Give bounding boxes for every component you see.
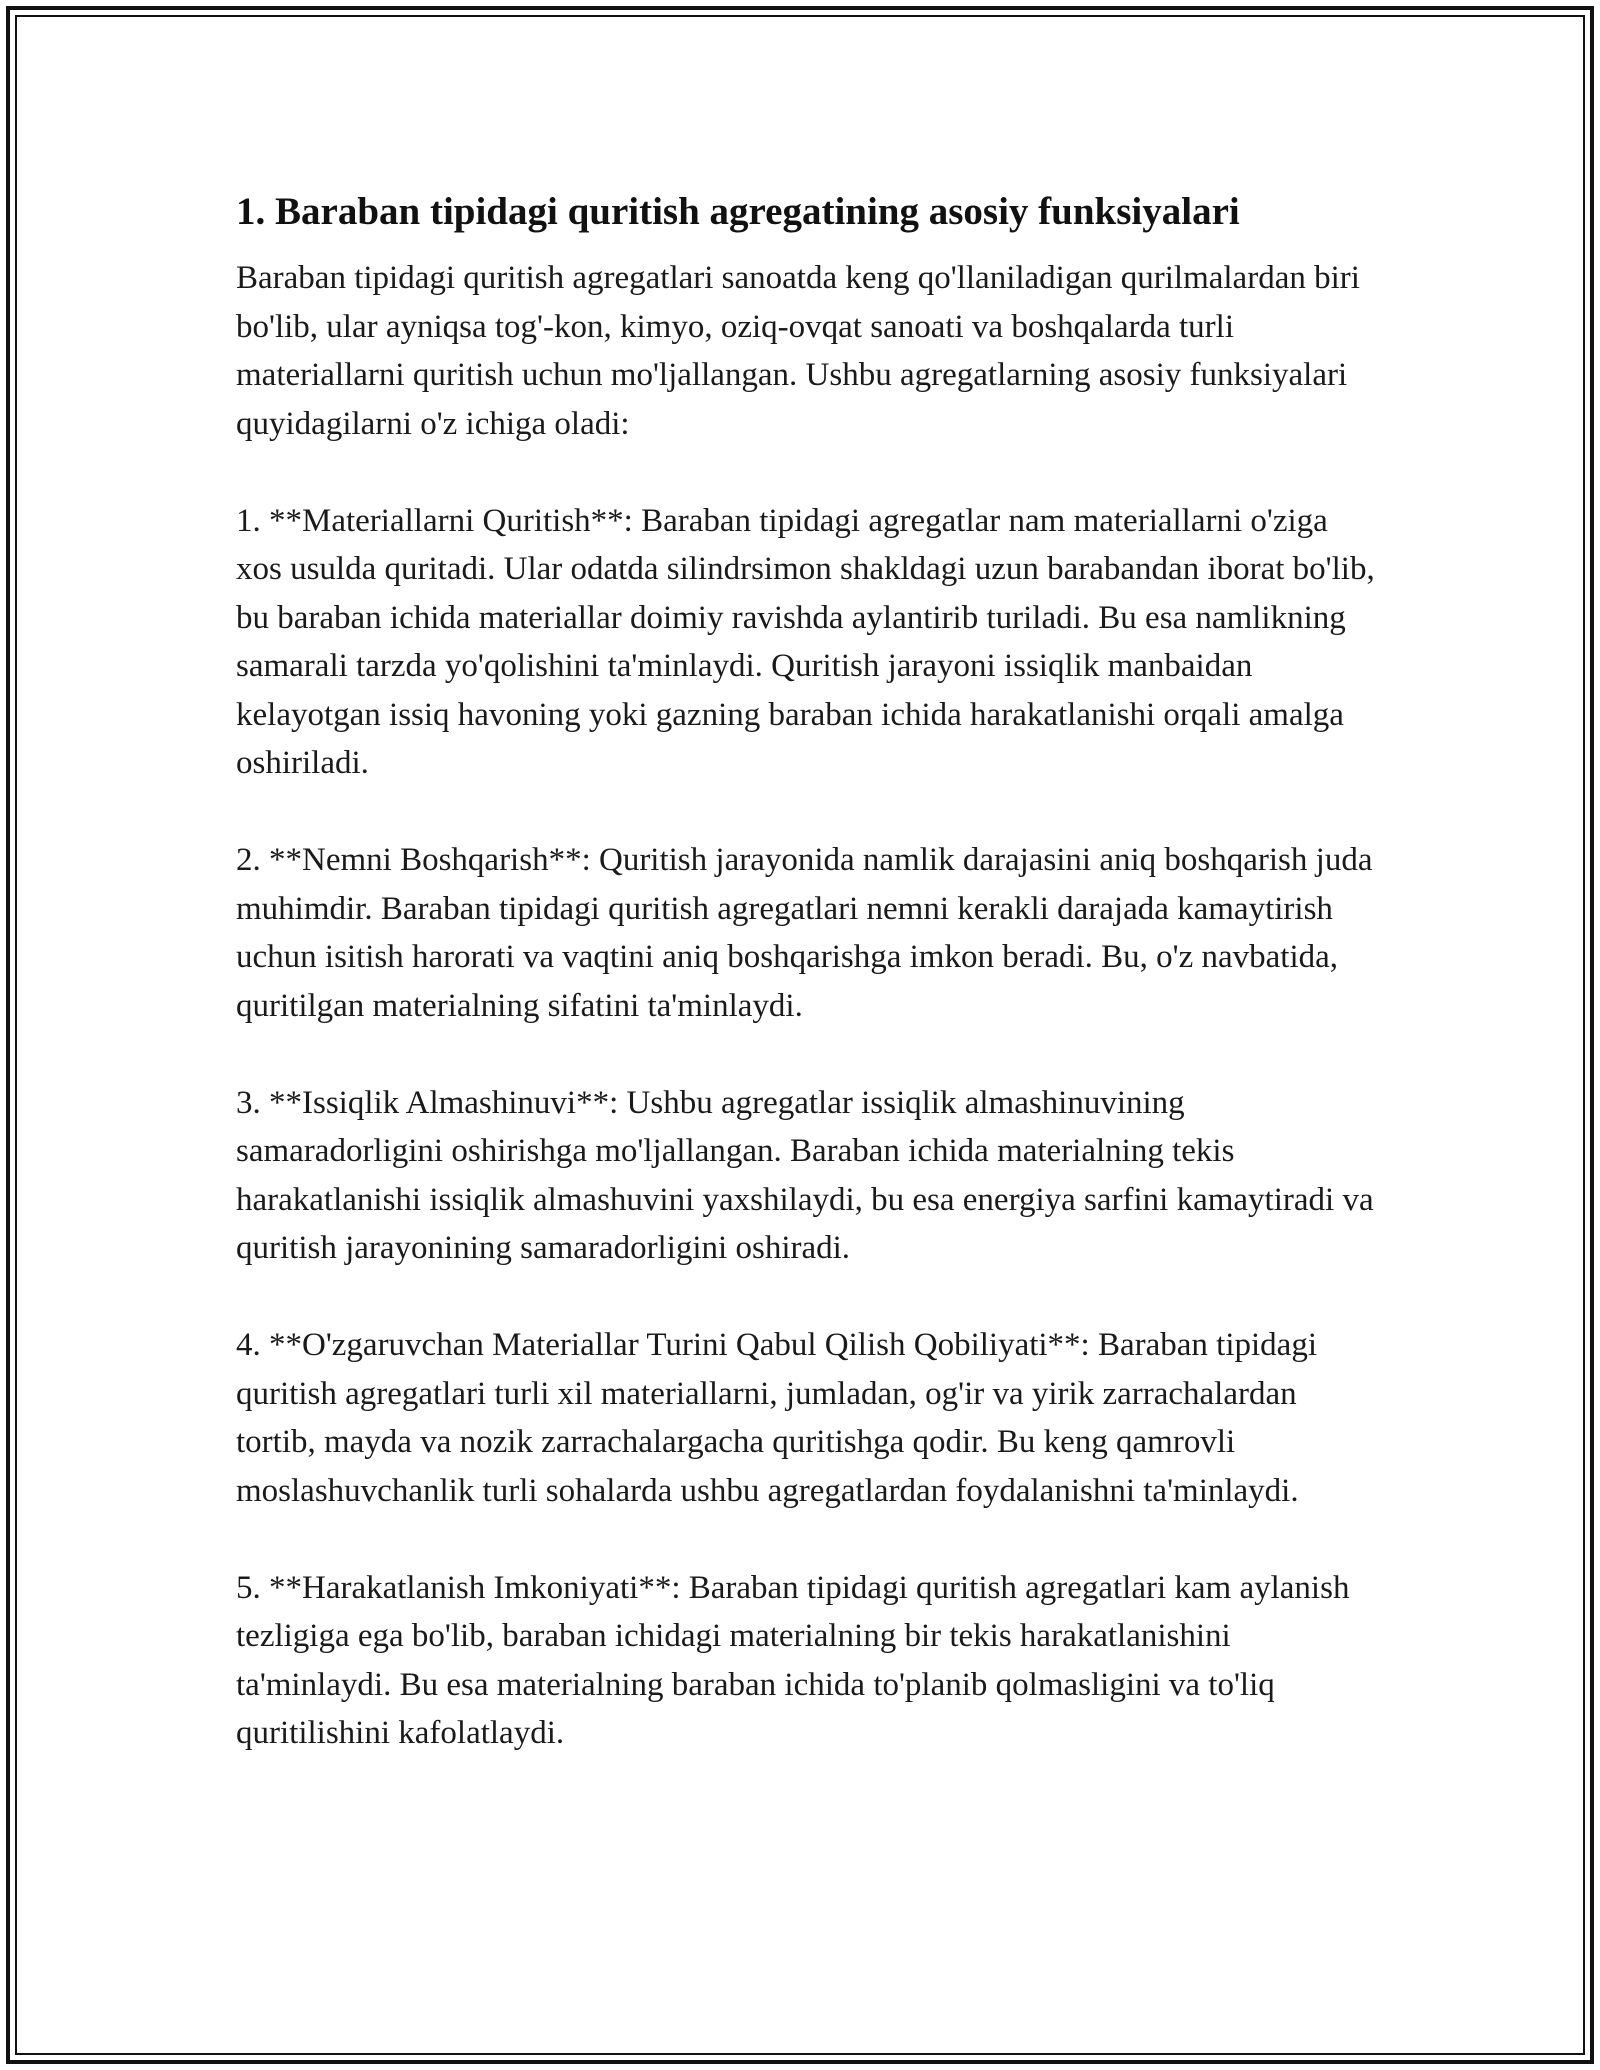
list-item-2: 2. **Nemni Boshqarish**: Quritish jarayonida namlik darajasini aniq boshqarish juda muhimdir. Baraban tipidagi quritish agregatlari nemni kerakli darajada kamaytirish uchun isitish harorati va vaqtini aniq boshqarishga imkon beradi. Bu, o'z navbatida, quritilgan materialning sifatini ta'minlaydi. [236,842,1373,1024]
list-item-5: 5. **Harakatlanish Imkoniyati**: Baraban tipidagi quritish agregatlari kam aylanish tezligiga ega bo'lib, baraban ichidagi materialning bir tekis harakatlanishini ta'minlaydi. Bu esa materialning baraban ichida to'planib qolmasligini va to'liq quritilishini kafolatlaydi. [236,1569,1350,1751]
intro-paragraph: Baraban tipidagi quritish agregatlari sanoatda keng qo'llaniladigan qurilmalardan biri bo'lib, ular ayniqsa tog'-kon, kimyo, oziq-ovqat sanoati va boshqalarda turli materiallarni quritish uchun mo'ljallangan. Ushbu agregatlarning asosiy funksiyalari quyidagilarni o'z ichiga oladi: [236,260,1360,442]
document-title: 1. Baraban tipidagi quritish agregatining asosiy funksiyalari [236,190,1240,233]
list-item-1: 1. **Materiallarni Quritish**: Baraban tipidagi agregatlar nam materiallarni o'ziga xos usulda quritadi. Ular odatda silindrsimon shakldagi uzun barabandan iborat bo'lib, bu baraban ichida materiallar doimiy ravishda aylantirib turiladi. Bu esa namlikning samarali tarzda yo'qolishini ta'minlaydi. Quritish jarayoni issiqlik manbaidan kelayotgan issiq havoning yoki gazning baraban ichida harakatlanishi orqali amalga oshiriladi. [236,502,1375,781]
document-body [236,182,1376,1758]
list-item-3: 3. **Issiqlik Almashinuvi**: Ushbu agregatlar issiqlik almashinuvining samaradorligini oshirishga mo'ljallangan. Baraban ichida materialning tekis harakatlanishi issiqlik almashuvini yaxshilaydi, bu esa energiya sarfini kamaytiradi va quritish jarayonining samaradorligini oshiradi. [236,1084,1374,1266]
list-item-4: 4. **O'zgaruvchan Materiallar Turini Qabul Qilish Qobiliyati**: Baraban tipidagi quritish agregatlari turli xil materiallarni, jumladan, og'ir va yirik zarrachalardan tortib, mayda va nozik zarrachalargacha quritishga qodir. Bu keng qamrovli moslashuvchanlik turli sohalarda ushbu agregatlardan foydalanishni ta'minlaydi. [236,1327,1317,1509]
